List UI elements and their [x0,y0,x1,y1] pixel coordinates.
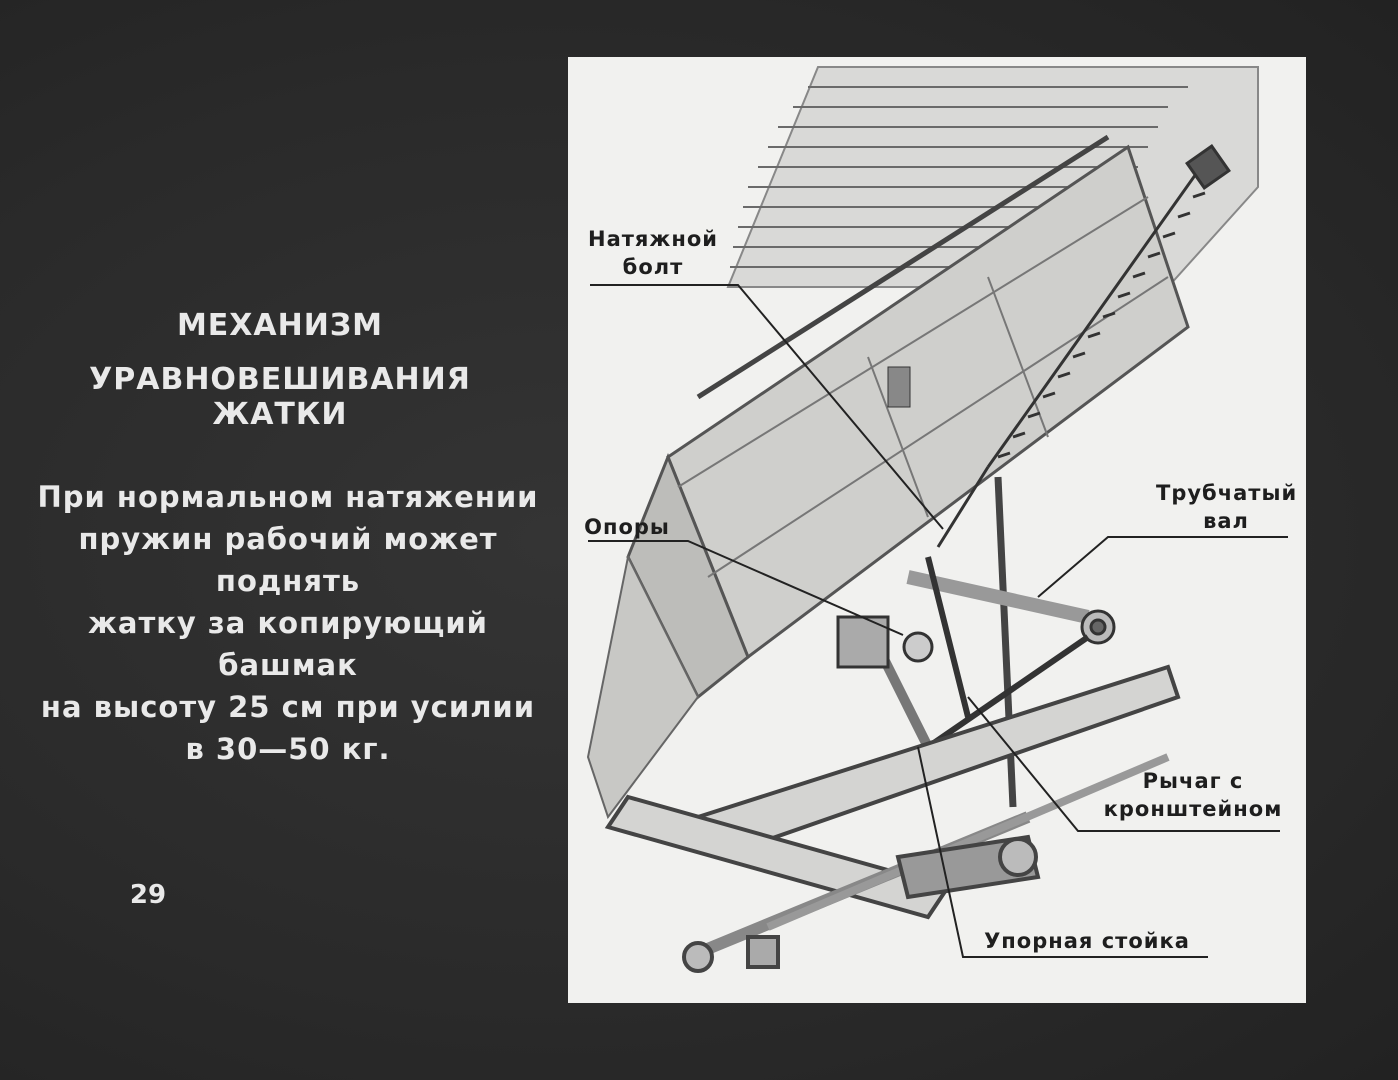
label-tension-bolt: Натяжной болт [588,227,718,279]
label-lever-bracket: Рычаг с кронштейном [1103,769,1283,821]
slide-title-line1: МЕХАНИЗМ [176,308,384,343]
label-supports: Опоры [584,515,670,539]
lower-frame [608,667,1178,971]
slide-body-text: При нормальном натяжении пружин рабочий может поднять жатку за копирующий башмак на высоту 25 см при усилии в 30—50 кг. [37,480,539,766]
slide-title-line2: УРАВНОВЕШИВАНИЯ ЖАТКИ [89,362,471,432]
label-tubular-shaft: Трубчатый вал [1156,481,1298,533]
mechanism-illustration [568,57,1306,1003]
page-number: 29 [129,880,167,910]
label-support-post: Упорная стойка [984,929,1190,953]
